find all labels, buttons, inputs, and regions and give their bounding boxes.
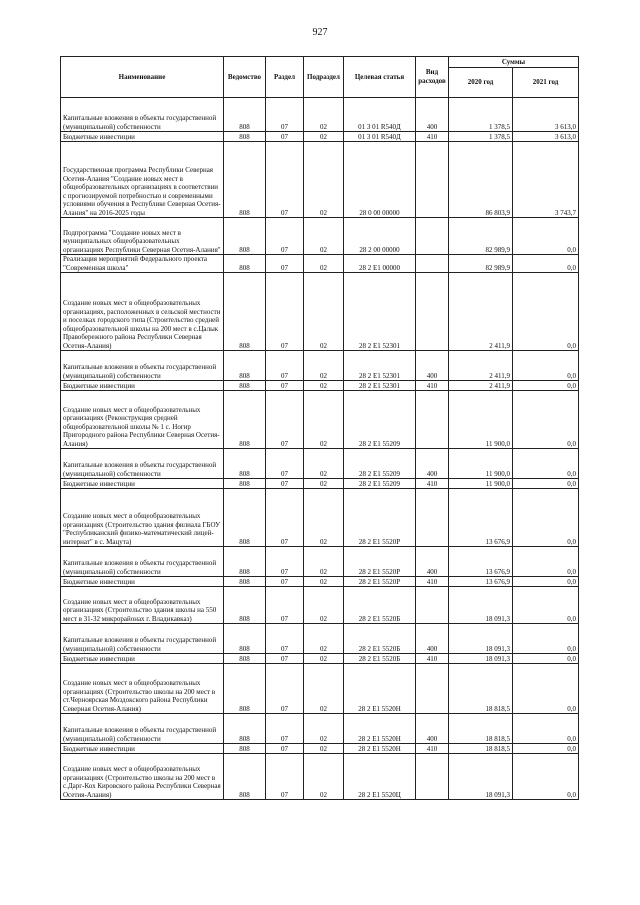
row-target: 28 2 E1 5520Р [344, 489, 416, 547]
row-expense-type [416, 587, 449, 624]
row-name: Капитальные вложения в объекты государственной (муниципальной) собственности [61, 351, 224, 381]
row-expense-type: 400 [416, 714, 449, 744]
table-row [61, 381, 579, 391]
row-expense-type: 400 [416, 98, 449, 132]
table-row [61, 744, 579, 754]
table-body [61, 98, 579, 800]
row-sum-2020: 2 411,9 [449, 351, 513, 381]
row-sum-2020: 18 818,5 [449, 714, 513, 744]
row-sum-2020: 18 818,5 [449, 744, 513, 754]
row-name: Подпрограмма "Создание новых мест в муниципальных общеобразовательных организациях Республики Северная Осетия-Алания" [61, 218, 224, 255]
row-sum-2021: 0,0 [513, 654, 579, 664]
row-target: 28 2 E1 52301 [344, 273, 416, 351]
header-2020: 2020 год [449, 68, 513, 98]
row-section: 07 [266, 381, 304, 391]
row-dept: 808 [224, 142, 266, 218]
table-row [61, 664, 579, 714]
row-sum-2020: 18 091,3 [449, 587, 513, 624]
row-section: 07 [266, 255, 304, 273]
row-expense-type: 400 [416, 449, 449, 479]
row-expense-type [416, 664, 449, 714]
row-expense-type [416, 273, 449, 351]
row-subsection: 02 [304, 744, 344, 754]
row-section: 07 [266, 351, 304, 381]
row-dept: 808 [224, 624, 266, 654]
row-sum-2021: 0,0 [513, 664, 579, 714]
row-expense-type [416, 218, 449, 255]
header-2021: 2021 год [513, 68, 579, 98]
row-dept: 808 [224, 351, 266, 381]
row-sum-2020: 1 378,5 [449, 132, 513, 142]
row-sum-2020: 13 676,9 [449, 577, 513, 587]
row-sum-2021: 3 743,7 [513, 142, 579, 218]
row-target: 28 2 E1 55209 [344, 449, 416, 479]
header-subsection: Подраздел [304, 57, 344, 98]
row-sum-2021: 0,0 [513, 587, 579, 624]
row-sum-2021: 0,0 [513, 577, 579, 587]
row-sum-2021: 3 613,0 [513, 98, 579, 132]
row-subsection: 02 [304, 449, 344, 479]
row-sum-2020: 11 900,0 [449, 391, 513, 449]
row-target: 01 3 01 R540Д [344, 98, 416, 132]
row-subsection: 02 [304, 624, 344, 654]
row-sum-2021: 0,0 [513, 381, 579, 391]
table-row [61, 273, 579, 351]
header-section: Раздел [266, 57, 304, 98]
row-sum-2020: 1 378,5 [449, 98, 513, 132]
row-sum-2021: 0,0 [513, 273, 579, 351]
row-sum-2021: 0,0 [513, 489, 579, 547]
row-sum-2020: 86 803,9 [449, 142, 513, 218]
row-name: Создание новых мест в общеобразовательных организациях (Строительство школы на 200 мест в ст.Черноярская Моздокского района Республики Северная Осетия-Алания) [61, 664, 224, 714]
row-target: 28 2 E1 00000 [344, 255, 416, 273]
table-row [61, 754, 579, 800]
row-target: 28 2 E1 5520Н [344, 664, 416, 714]
row-sum-2020: 18 091,3 [449, 654, 513, 664]
table-row [61, 218, 579, 255]
row-dept: 808 [224, 381, 266, 391]
table-row [61, 142, 579, 218]
row-expense-type: 410 [416, 577, 449, 587]
row-subsection: 02 [304, 754, 344, 800]
row-target: 28 2 E1 5520Ц [344, 754, 416, 800]
row-subsection: 02 [304, 577, 344, 587]
row-section: 07 [266, 587, 304, 624]
row-section: 07 [266, 744, 304, 754]
row-name: Бюджетные инвестиции [61, 577, 224, 587]
row-section: 07 [266, 654, 304, 664]
row-expense-type: 410 [416, 654, 449, 664]
row-expense-type: 400 [416, 624, 449, 654]
row-section: 07 [266, 273, 304, 351]
row-subsection: 02 [304, 587, 344, 624]
row-section: 07 [266, 577, 304, 587]
row-subsection: 02 [304, 479, 344, 489]
row-expense-type: 410 [416, 479, 449, 489]
row-name: Бюджетные инвестиции [61, 479, 224, 489]
row-dept: 808 [224, 664, 266, 714]
row-sum-2021: 0,0 [513, 547, 579, 577]
row-subsection: 02 [304, 132, 344, 142]
header-dept: Ведомство [224, 57, 266, 98]
row-dept: 808 [224, 587, 266, 624]
header-sums: Суммы [449, 57, 579, 68]
row-target: 28 2 E1 52301 [344, 351, 416, 381]
table-row [61, 587, 579, 624]
row-target: 28 2 E1 5520Б [344, 624, 416, 654]
row-target: 28 0 00 00000 [344, 142, 416, 218]
row-subsection: 02 [304, 255, 344, 273]
row-dept: 808 [224, 744, 266, 754]
row-section: 07 [266, 489, 304, 547]
row-expense-type [416, 489, 449, 547]
table-row [61, 479, 579, 489]
row-dept: 808 [224, 489, 266, 547]
row-expense-type [416, 391, 449, 449]
row-dept: 808 [224, 98, 266, 132]
row-sum-2020: 13 676,9 [449, 489, 513, 547]
row-sum-2020: 11 900,0 [449, 479, 513, 489]
row-name: Бюджетные инвестиции [61, 654, 224, 664]
row-dept: 808 [224, 714, 266, 744]
row-subsection: 02 [304, 489, 344, 547]
row-sum-2020: 2 411,9 [449, 273, 513, 351]
row-sum-2020: 18 818,5 [449, 664, 513, 714]
row-section: 07 [266, 547, 304, 577]
row-sum-2021: 0,0 [513, 391, 579, 449]
table-row [61, 98, 579, 132]
table-row [61, 714, 579, 744]
row-sum-2021: 0,0 [513, 449, 579, 479]
row-dept: 808 [224, 754, 266, 800]
row-sum-2021: 0,0 [513, 255, 579, 273]
row-name: Капитальные вложения в объекты государственной (муниципальной) собственности [61, 714, 224, 744]
row-target: 28 2 E1 5520Б [344, 587, 416, 624]
row-section: 07 [266, 391, 304, 449]
row-expense-type: 410 [416, 744, 449, 754]
budget-table [60, 56, 579, 800]
row-dept: 808 [224, 547, 266, 577]
table-row [61, 132, 579, 142]
row-name: Создание новых мест в общеобразовательных организациях (Строительство здания школы на 550 мест в 31-32 микрорайонах г. Владикавказ) [61, 587, 224, 624]
row-sum-2021: 0,0 [513, 351, 579, 381]
row-dept: 808 [224, 449, 266, 479]
page-number: 927 [312, 27, 328, 38]
row-subsection: 02 [304, 98, 344, 132]
row-sum-2021: 0,0 [513, 744, 579, 754]
row-dept: 808 [224, 479, 266, 489]
row-subsection: 02 [304, 142, 344, 218]
row-name: Государственная программа Республики Северная Осетия-Алания "Создание новых мест в общеобразовательных организациях в соответствии с прогнозируемой потребностью и современными условиями обучения в Республике Северная Осетия-Алания" на 2016-2025 годы [61, 142, 224, 218]
row-sum-2021: 0,0 [513, 218, 579, 255]
row-target: 28 2 E1 5520Р [344, 547, 416, 577]
row-section: 07 [266, 624, 304, 654]
row-target: 28 2 E1 5520Р [344, 577, 416, 587]
row-name: Бюджетные инвестиции [61, 381, 224, 391]
row-section: 07 [266, 98, 304, 132]
row-sum-2021: 0,0 [513, 479, 579, 489]
row-expense-type [416, 142, 449, 218]
row-sum-2020: 18 091,3 [449, 624, 513, 654]
row-name: Бюджетные инвестиции [61, 132, 224, 142]
row-target: 28 2 00 00000 [344, 218, 416, 255]
row-sum-2021: 0,0 [513, 754, 579, 800]
row-dept: 808 [224, 391, 266, 449]
row-subsection: 02 [304, 273, 344, 351]
row-subsection: 02 [304, 664, 344, 714]
row-sum-2020: 13 676,9 [449, 547, 513, 577]
row-target: 28 2 E1 5520Б [344, 654, 416, 664]
row-section: 07 [266, 132, 304, 142]
row-expense-type [416, 255, 449, 273]
row-name: Бюджетные инвестиции [61, 744, 224, 754]
row-sum-2020: 82 989,9 [449, 218, 513, 255]
row-section: 07 [266, 754, 304, 800]
row-target: 28 2 E1 55209 [344, 479, 416, 489]
row-subsection: 02 [304, 381, 344, 391]
row-expense-type: 410 [416, 381, 449, 391]
row-subsection: 02 [304, 391, 344, 449]
header-name: Наименование [61, 57, 224, 98]
row-target: 28 2 E1 5520Н [344, 744, 416, 754]
row-section: 07 [266, 714, 304, 744]
row-dept: 808 [224, 132, 266, 142]
row-subsection: 02 [304, 351, 344, 381]
row-name: Капитальные вложения в объекты государственной (муниципальной) собственности [61, 98, 224, 132]
row-expense-type: 410 [416, 132, 449, 142]
row-dept: 808 [224, 218, 266, 255]
header-target: Целевая статья [344, 57, 416, 98]
table-row [61, 391, 579, 449]
table-row [61, 654, 579, 664]
row-section: 07 [266, 449, 304, 479]
row-name: Создание новых мест в общеобразовательных организациях (Реконструкция средней общеобразовательной школы № 1 с. Ногир Пригородного района Республики Северная Осетия-Алания) [61, 391, 224, 449]
row-name: Создание новых мест в общеобразовательных организациях (Строительство здания филиала ГБОУ "Республиканский физико-математический лицей-интернат" в с. Мацута) [61, 489, 224, 547]
row-name: Реализация мероприятий Федерального проекта "Современная школа" [61, 255, 224, 273]
row-sum-2020: 2 411,9 [449, 381, 513, 391]
row-sum-2021: 0,0 [513, 624, 579, 654]
row-name: Создание новых мест в общеобразовательных организациях (Строительство школы на 200 мест в с.Дарг-Кох Кировского района Республики Северная Осетия-Алания) [61, 754, 224, 800]
row-target: 28 2 E1 55209 [344, 391, 416, 449]
table-row [61, 489, 579, 547]
row-section: 07 [266, 218, 304, 255]
row-target: 01 3 01 R540Д [344, 132, 416, 142]
row-section: 07 [266, 479, 304, 489]
table-row [61, 255, 579, 273]
row-name: Капитальные вложения в объекты государственной (муниципальной) собственности [61, 449, 224, 479]
row-sum-2020: 11 900,0 [449, 449, 513, 479]
row-name: Капитальные вложения в объекты государственной (муниципальной) собственности [61, 547, 224, 577]
row-expense-type: 400 [416, 547, 449, 577]
row-dept: 808 [224, 577, 266, 587]
table-row [61, 577, 579, 587]
row-sum-2021: 3 613,0 [513, 132, 579, 142]
row-dept: 808 [224, 273, 266, 351]
table-row [61, 624, 579, 654]
row-sum-2020: 82 989,9 [449, 255, 513, 273]
row-name: Капитальные вложения в объекты государственной (муниципальной) собственности [61, 624, 224, 654]
row-subsection: 02 [304, 714, 344, 744]
row-section: 07 [266, 142, 304, 218]
row-target: 28 2 E1 5520Н [344, 714, 416, 744]
row-expense-type [416, 754, 449, 800]
row-subsection: 02 [304, 547, 344, 577]
row-dept: 808 [224, 654, 266, 664]
header-expense-type: Вид расходов [416, 57, 449, 98]
row-section: 07 [266, 664, 304, 714]
row-sum-2020: 18 091,3 [449, 754, 513, 800]
row-expense-type: 400 [416, 351, 449, 381]
row-subsection: 02 [304, 654, 344, 664]
table-row [61, 449, 579, 479]
table-row [61, 351, 579, 381]
row-subsection: 02 [304, 218, 344, 255]
row-target: 28 2 E1 52301 [344, 381, 416, 391]
row-sum-2021: 0,0 [513, 714, 579, 744]
row-name: Создание новых мест в общеобразовательных организациях, расположенных в сельской местности и поселках городского типа (Строительство средней общеобразовательной школы на 200 мест в с.Цалык Правобережного района Республики Северная Осетия-Алания) [61, 273, 224, 351]
row-dept: 808 [224, 255, 266, 273]
table-row [61, 547, 579, 577]
